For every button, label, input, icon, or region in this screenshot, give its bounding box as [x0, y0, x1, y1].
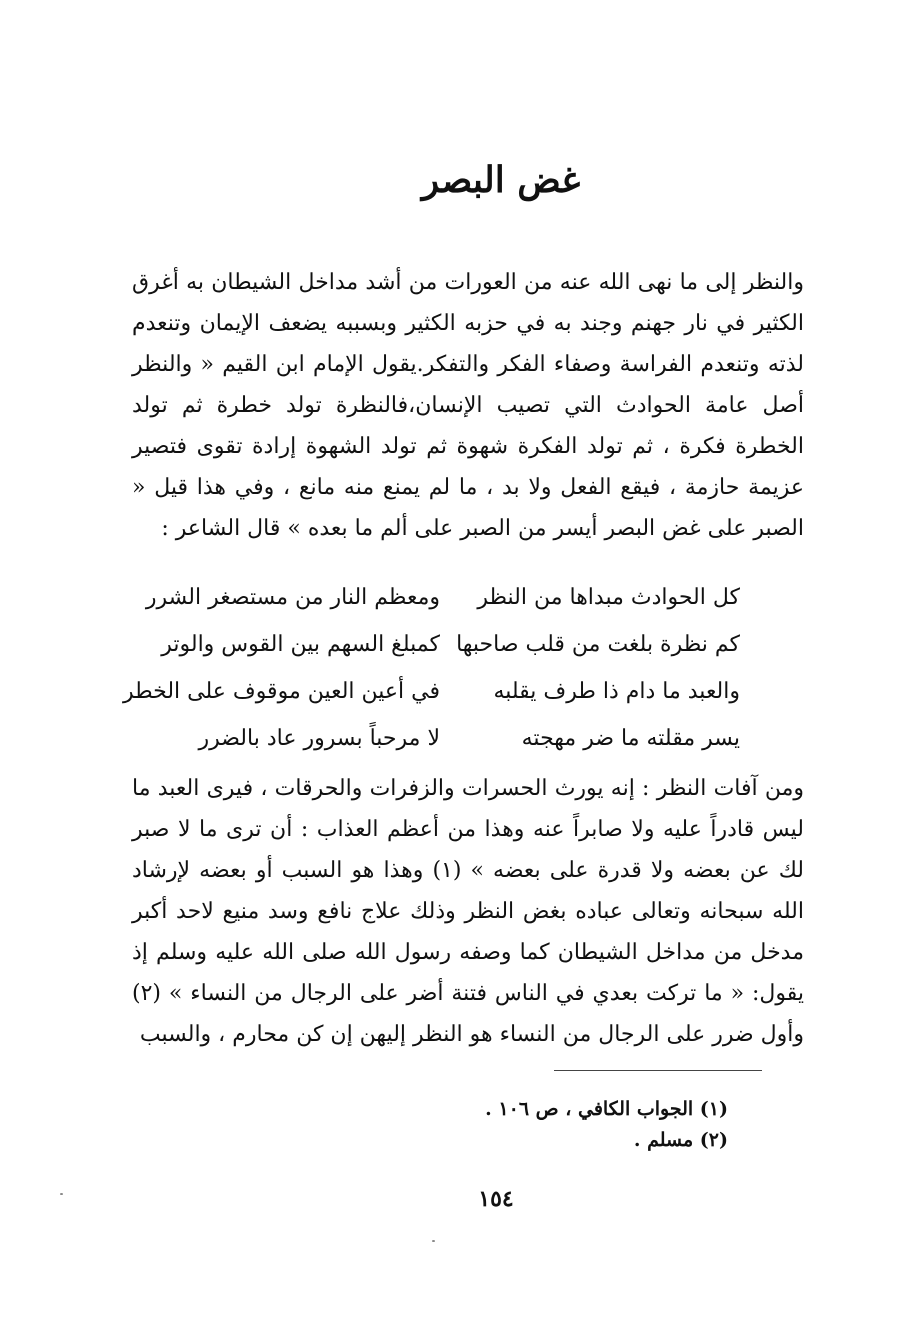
verse-second-hemistich: كمبلغ السهم بين القوس والوتر [161, 632, 440, 657]
footnote-1: (١) الجواب الكافي ، ص ١٠٦ . [485, 1098, 728, 1120]
poem [122, 574, 740, 762]
scan-speck [60, 1193, 63, 1195]
verse-second-hemistich: لا مرحباً بسرور عاد بالضرر [198, 726, 440, 751]
verse-first-hemistich: يسر مقلته ما ضر مهجته [521, 726, 740, 751]
verse-first-hemistich: والعبد ما دام ذا طرف يقلبه [493, 679, 740, 704]
footnote-2: (٢) مسلم . [633, 1129, 728, 1151]
body-paragraph-2: ومن آفات النظر : إنه يورث الحسرات والزفرات والحرقات ، فيرى العبد ما ليس قادراً عليه ولا صابراً عنه وهذا من أعظم العذاب : أن ترى ما لا صبر لك عن بعضه ولا قدرة على بعضه » (١) وهذا هو السبب أو بعضه لإرشاد الله سبحانه وتعالى عباده بغض النظر وذلك علاج نافع وسد منيع لاحد أكبر مدخل من مداخل الشيطان كما وصفه رسول الله صلى الله عليه وسلم إذ يقول: « ما تركت بعدي في الناس فتنة أضر على الرجال من النساء » (٢) وأول ضرر على الرجال من النساء هو النظر إليهن إن كن محارم ، والسبب [132, 776, 804, 1047]
footnotes [368, 1094, 728, 1156]
poem-verse [140, 574, 740, 621]
poem-verse [140, 715, 740, 762]
verse-second-hemistich: ومعظم النار من مستصغر الشرر [145, 585, 440, 610]
verse-first-hemistich: كل الحوادث مبداها من النظر [477, 585, 740, 610]
footnote-divider [554, 1070, 762, 1071]
poem-verse [140, 621, 740, 668]
body-paragraph-1: والنظر إلى ما نهى الله عنه من العورات من أشد مداخل الشيطان به أغرق الكثير في نار جهنم وجند به في حزبه الكثير وبسببه يضعف الإيمان وتنعدم لذته وتنعدم الفراسة وصفاء الفكر والتفكر.يقول الإمام ابن القيم « والنظر أصل عامة الحوادث التي تصيب الإنسان،فالنظرة تولد خطرة ثم تولد الخطرة فكرة ، ثم تولد الفكرة شهوة ثم تولد الشهوة إرادة تقوى فتصير عزيمة حازمة ، فيقع الفعل ولا بد ، ما لم يمنع منه مانع ، وفي هذا قيل « الصبر على غض البصر أيسر من الصبر على ألم ما بعده » قال الشاعر : [132, 270, 804, 541]
verse-first-hemistich: كم نظرة بلغت من قلب صاحبها [456, 632, 740, 657]
scan-speck [432, 1240, 435, 1242]
page-number: ١٥٤ [478, 1186, 514, 1212]
poem-verse [122, 668, 740, 715]
verse-second-hemistich: في أعين العين موقوف على الخطر [122, 679, 440, 704]
page-title: غض البصر [421, 159, 581, 201]
